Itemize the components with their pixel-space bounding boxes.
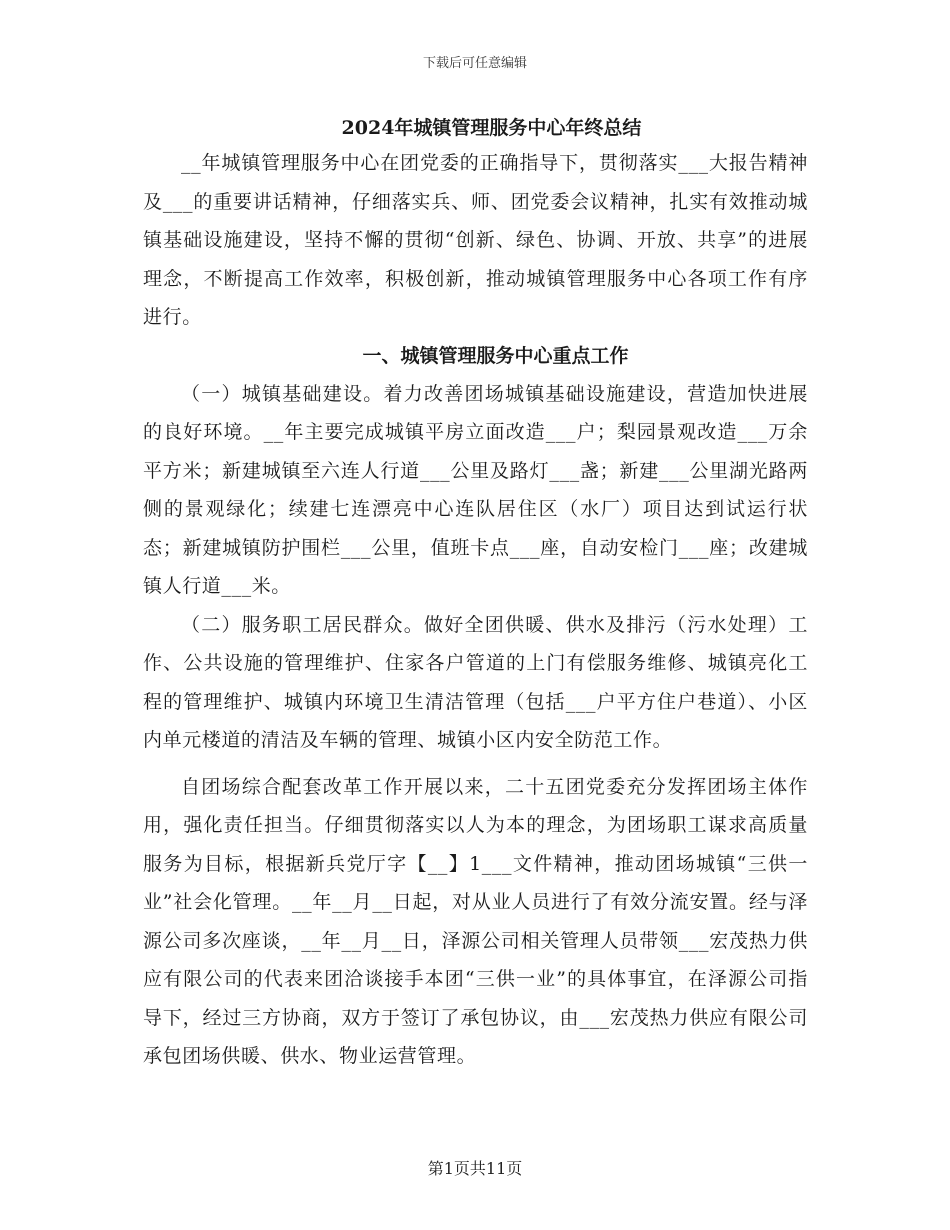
- paragraph-infrastructure: （一）城镇基础建设。着力改善团场城镇基础设施建设，营造加快进展的良好环境。__年主要完成城镇平房立面改造___户；梨园景观改造___万余平方米；新建城镇至六连人行道___公里及路灯___盏；新建___公里湖光路两侧的景观绿化；续建七连漂亮中心连队居住区（水厂）项目达到试运行状态；新建城镇防护围栏___公里，值班卡点___座，自动安检门___座；改建城镇人行道___米。: [143, 382, 808, 597]
- paragraph-reform: 自团场综合配套改革工作开展以来，二十五团党委充分发挥团场主体作用，强化责任担当。仔细贯彻落实以人为本的理念，为团场职工谋求高质量服务为目标，根据新兵党厅字【__】1___文件精神，推动团场城镇“三供一业”社会化管理。__年__月__日起，对从业人员进行了有效分流安置。经与泽源公司多次座谈，__年__月__日，泽源公司相关管理人员带领___宏茂热力供应有限公司的代表来团洽谈接手本团“三供一业”的具体事宜，在泽源公司指导下，经过三方协商，双方于签订了承包协议，由___宏茂热力供应有限公司承包团场供暖、供水、物业运营管理。: [143, 775, 808, 1067]
- section-heading: 一、城镇管理服务中心重点工作: [362, 344, 629, 367]
- paragraph-services: （二）服务职工居民群众。做好全团供暖、供水及排污（污水处理）工作、公共设施的管理维护、住家各户管道的上门有偿服务维修、城镇亮化工程的管理维护、城镇内环境卫生清洁管理（包括___户平方住户巷道）、小区内单元楼道的清洁及车辆的管理、城镇小区内安全防范工作。: [143, 613, 808, 751]
- page-indicator: 第1页共11页: [427, 1159, 523, 1178]
- header-note: 下载后可任意编辑: [422, 56, 527, 71]
- intro-paragraph: __年城镇管理服务中心在团党委的正确指导下，贯彻落实___大报告精神及___的重要讲话精神，仔细落实兵、师、团党委会议精神，扎实有效推动城镇基础设施建设，坚持不懈的贯彻“创新、绿色、协调、开放、共享”的进展理念，不断提高工作效率，积极创新，推动城镇管理服务中心各项工作有序进行。: [143, 152, 808, 328]
- document-body: [143, 112, 808, 1076]
- document-title: 2024年城镇管理服务中心年终总结: [341, 117, 642, 139]
